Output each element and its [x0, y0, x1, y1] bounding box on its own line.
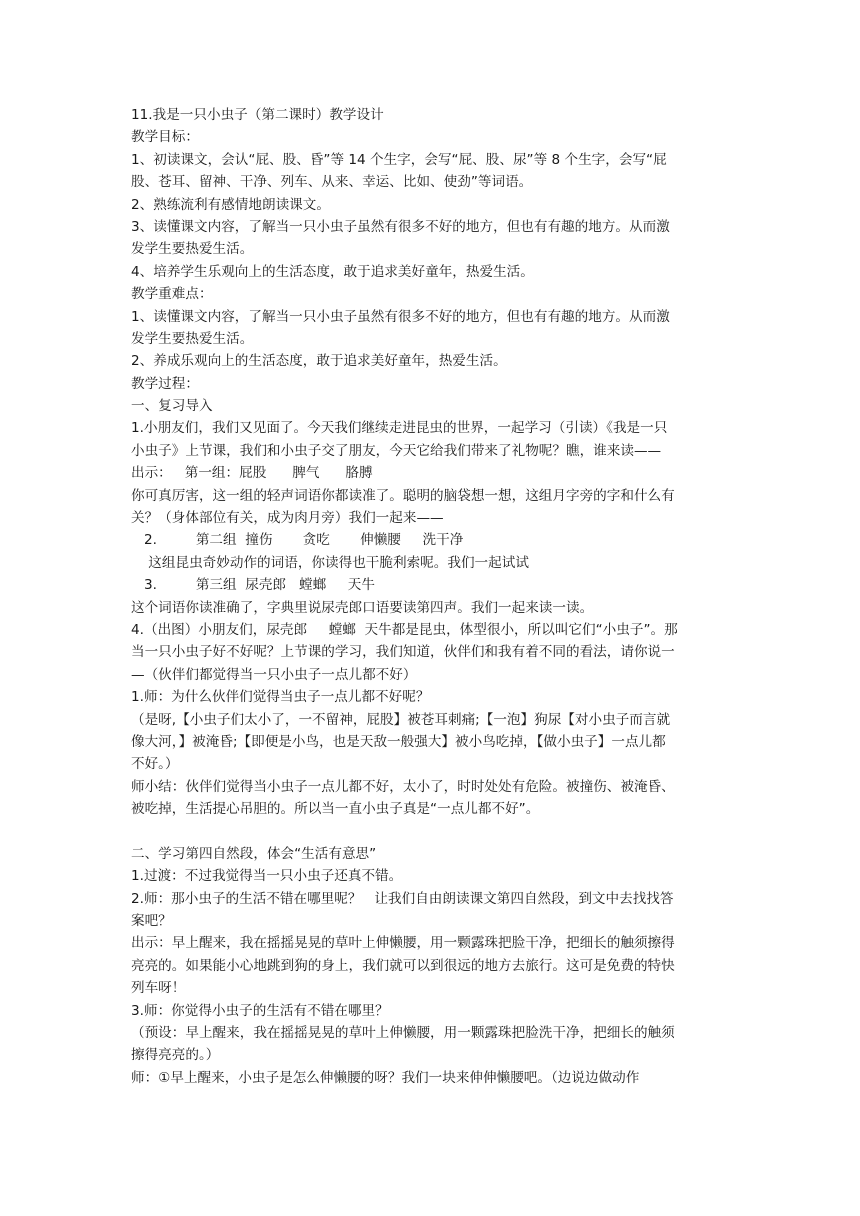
text-line: 教学重难点：: [131, 286, 213, 303]
text-line: 被吃掉，生活提心吊胆的。所以当一直小虫子真是“一点儿都不好”。: [131, 801, 540, 818]
text-line: 1.小朋友们，我们又见面了。今天我们继续走进昆虫的世界，一起学习（引读）《我是一只: [131, 420, 668, 437]
text-line: 1.过渡：不过我觉得当一只小虫子还真不错。: [131, 868, 403, 885]
document-lines: [131, 126, 731, 1089]
text-line: 3.师：你觉得小虫子的生活有不错在哪里？: [131, 1002, 389, 1019]
text-line: （预设：早上醒来，我在摇摇晃晃的草叶上伸懒腰，用一颗露珠把脸洗干净，把细长的触须: [131, 1025, 675, 1042]
text-line: 擦得亮亮的。）: [131, 1047, 220, 1064]
text-line: 4.（出图）小朋友们，尿壳郎 螳螂 天牛都是昆虫，体型很小，所以叫它们“小虫子”。那: [131, 621, 678, 638]
text-line: 你可真厉害，这一组的轻声词语你都读准了。聪明的脑袋想一想，这组月字旁的字和什么有: [131, 487, 675, 504]
text-line: （是呀,【小虫子们太小了，一不留神，屁股】被苍耳刺痛;【一泡】狗尿【对小虫子而言就: [131, 711, 671, 728]
text-line: 1.师：为什么伙伴们觉得当虫子一点儿都不好呢？: [131, 689, 430, 706]
text-line: 教学过程：: [131, 375, 199, 392]
text-line: [131, 821, 731, 843]
text-line: 3、读懂课文内容，了解当一只小虫子虽然有很多不好的地方，但也有有趣的地方。从而激: [131, 218, 670, 235]
text-line: 发学生要热爱生活。: [131, 241, 254, 258]
text-line: —（伙伴们都觉得当一只小虫子一点儿都不好）: [131, 666, 417, 683]
text-line: 发学生要热爱生活。: [131, 330, 254, 347]
text-line: 2. 第二组 撞伤 贪吃 伸懒腰 洗干净: [131, 532, 464, 549]
text-line: 出示： 第一组：屁股 脾气 胳膊: [131, 465, 373, 482]
text-line: 4、培养学生乐观向上的生活态度，敢于追求美好童年，热爱生活。: [131, 263, 534, 280]
text-line: 这个词语你读准确了，字典里说尿壳郎口语要读第四声。我们一起来读一读。: [131, 599, 594, 616]
text-line: 师：①早上醒来，小虫子是怎么伸懒腰的呀？我们一块来伸伸懒腰吧。（边说边做动作: [131, 1069, 640, 1086]
text-line: 案吧？: [131, 913, 172, 930]
document-body: [131, 104, 731, 1089]
text-line: 当一只小虫子好不好呢？上节课的学习，我们知道，伙伴们和我有着不同的看法，请你说一: [131, 644, 675, 661]
text-line: 像大河，】被淹昏;【即便是小鸟，也是天敌一般强大】被小鸟吃掉，【做小虫子】一点儿都: [131, 733, 666, 750]
text-line: 关？（身体部位有关，成为肉月旁）我们一起来——: [131, 510, 444, 527]
text-line: 2、熟练流利有感情地朗读课文。: [131, 196, 330, 213]
text-line: 不好。）: [131, 756, 179, 773]
text-line: 3. 第三组 尿壳郎 螳螂 天牛: [131, 577, 375, 594]
text-line: 师小结：伙伴们觉得当小虫子一点儿都不好，太小了，时时处处有危险。被撞伤、被淹昏、: [131, 778, 675, 795]
text-line: 这组昆虫奇妙动作的词语，你读得也干脆利索呢。我们一起试试: [131, 554, 529, 571]
text-line: 小虫子》上节课，我们和小虫子交了朋友，今天它给我们带来了礼物呢？瞧，谁来读——: [131, 442, 662, 459]
text-line: 列车呀！: [131, 980, 186, 997]
text-line: 二、学习第四自然段，体会“生活有意思”: [131, 845, 377, 862]
text-line: 1、初读课文，会认“屁、股、昏”等 14 个生字，会写“屁、股、尿”等 8 个生字，会写“屁: [131, 151, 667, 168]
document-title: 11.我是一只小虫子（第二课时）教学设计: [131, 107, 384, 123]
text-line: 1、读懂课文内容，了解当一只小虫子虽然有很多不好的地方，但也有有趣的地方。从而激: [131, 308, 670, 325]
text-line: 出示：早上醒来，我在摇摇晃晃的草叶上伸懒腰，用一颗露珠把脸干净，把细长的触须擦得: [131, 935, 675, 952]
text-line: 股、苍耳、留神、干净、列车、从来、幸运、比如、使劲”等词语。: [131, 174, 533, 191]
text-line: 一、复习导入: [131, 398, 213, 415]
text-line: 教学目标：: [131, 129, 199, 146]
text-line: 2、养成乐观向上的生活态度，敢于追求美好童年，热爱生活。: [131, 353, 507, 370]
text-line: 2.师：那小虫子的生活不错在哪里呢？ 让我们自由朗读课文第四自然段，到文中去找找答: [131, 890, 674, 907]
text-line: 亮亮的。如果能小心地跳到狗的身上，我们就可以到很远的地方去旅行。这可是免费的特快: [131, 957, 675, 974]
